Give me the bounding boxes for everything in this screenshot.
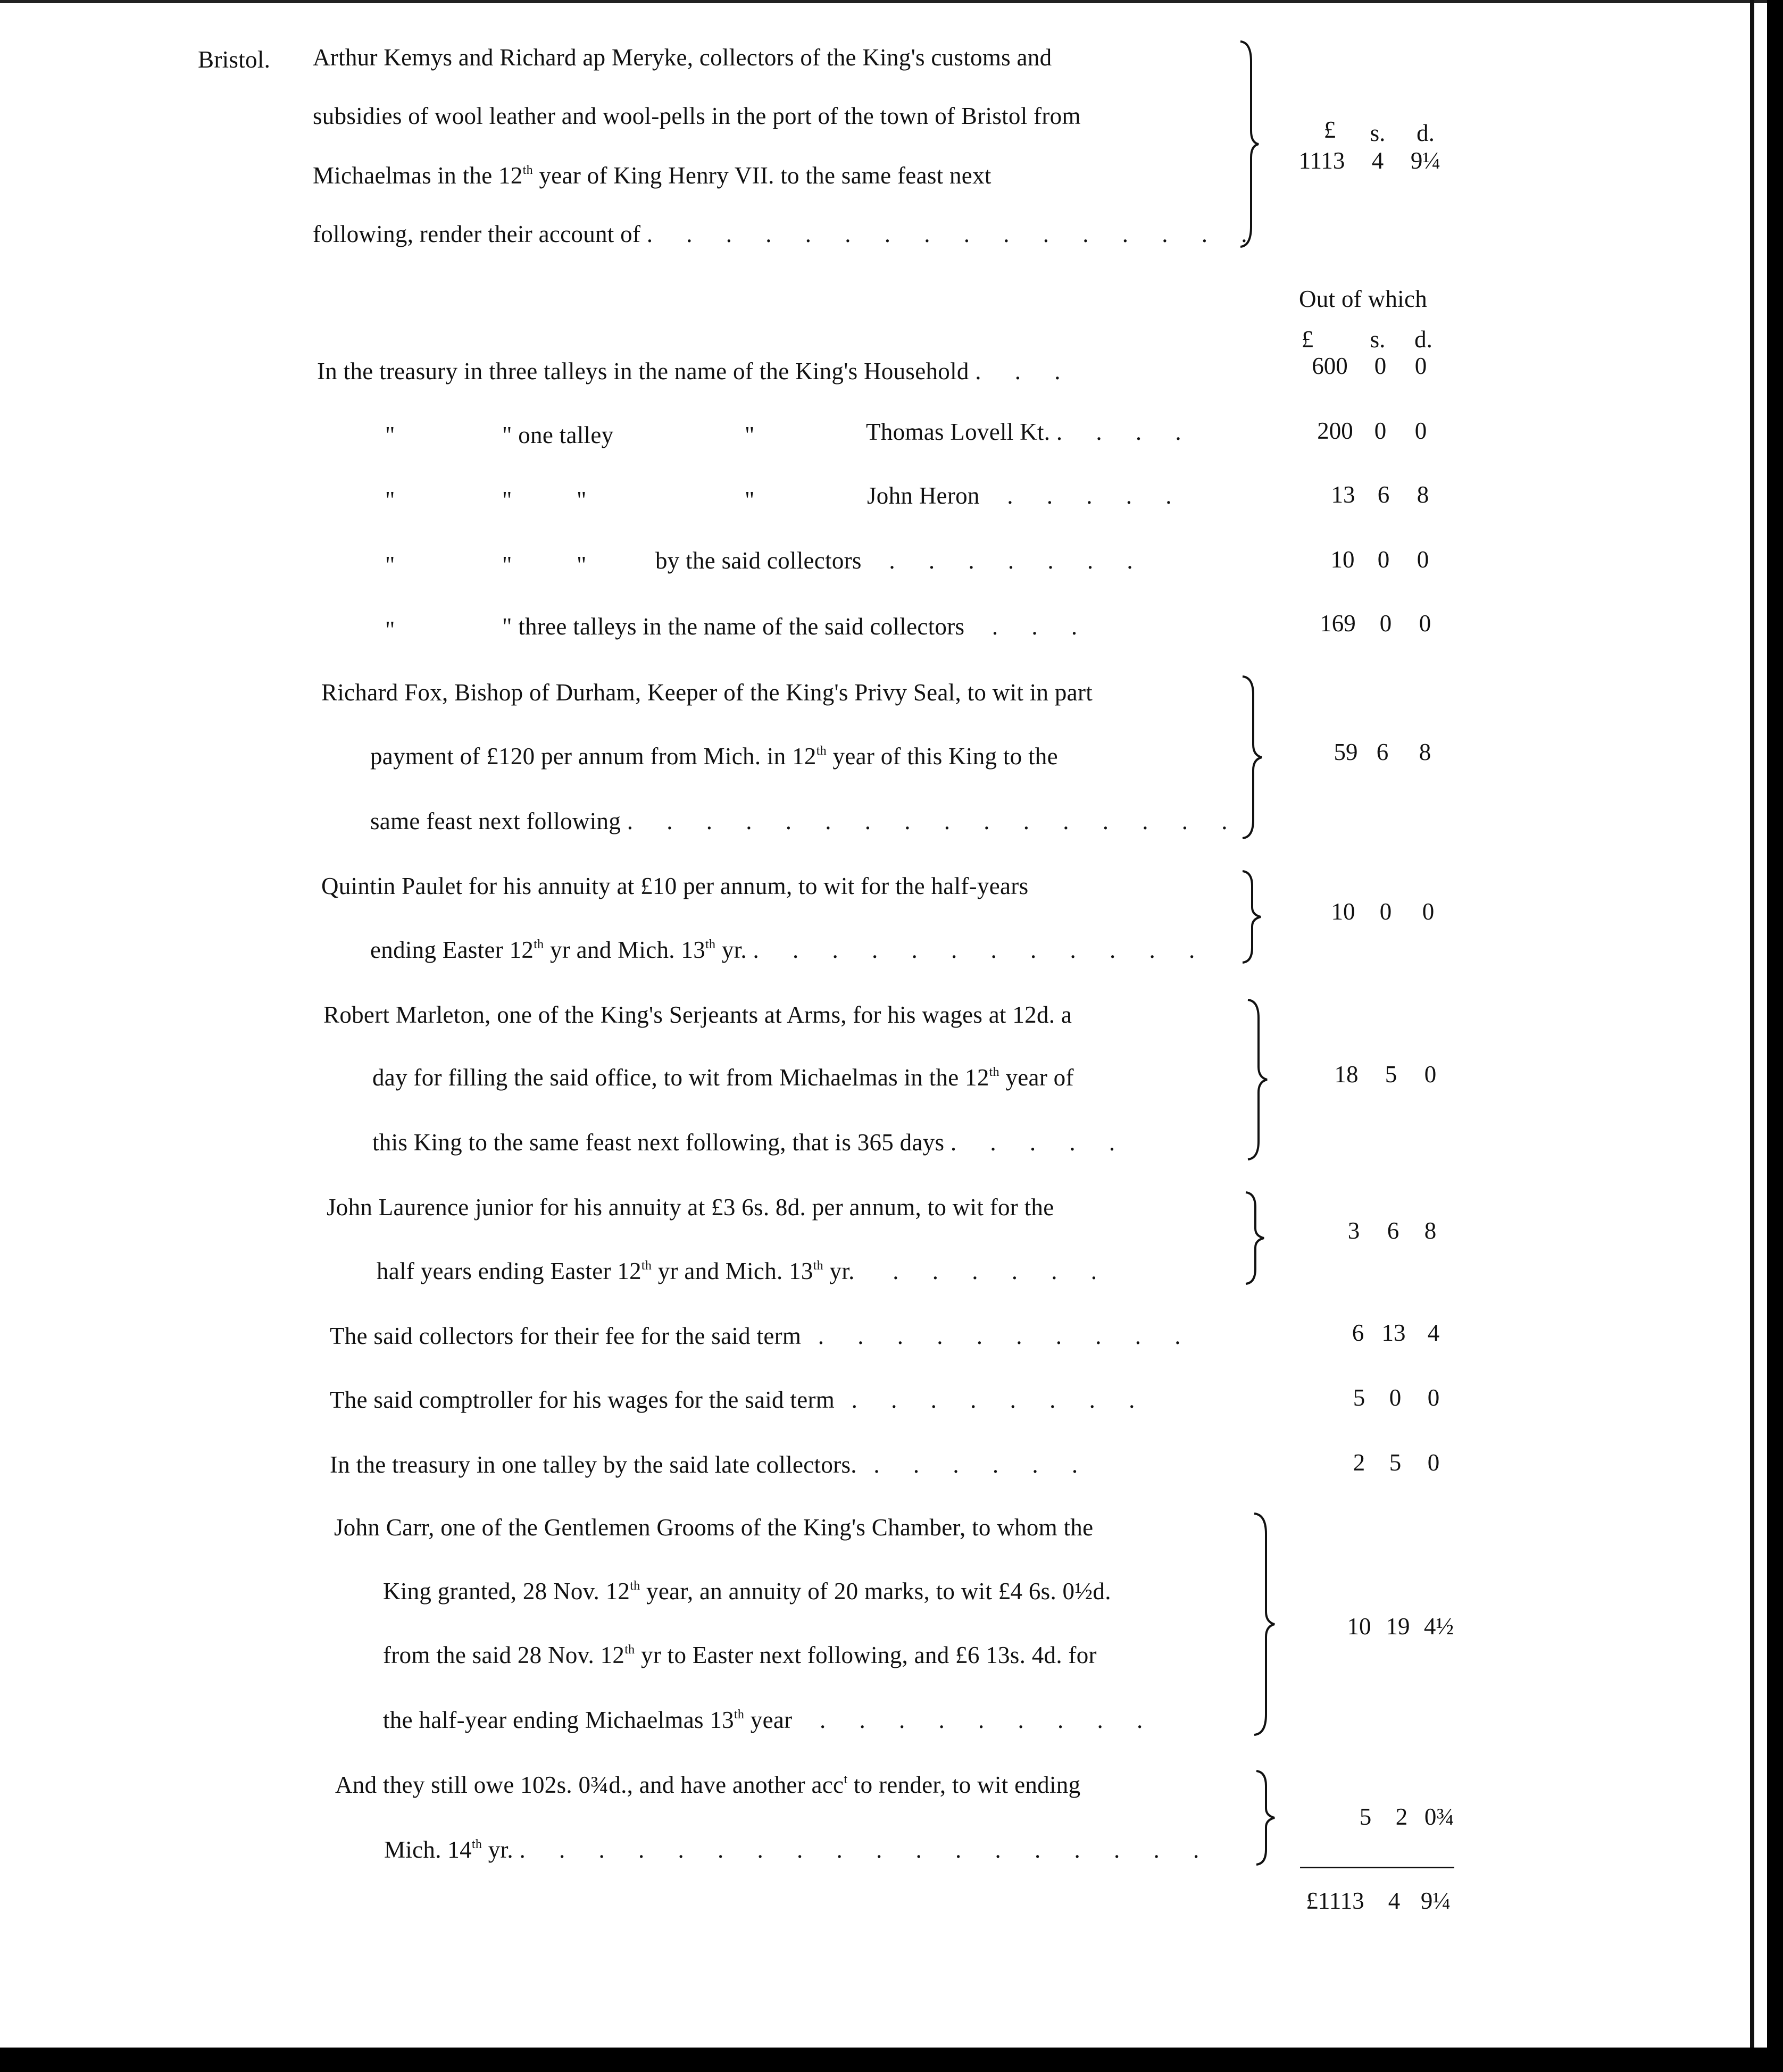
col2-shillings: s. [1370,326,1386,353]
heading-brace [1239,40,1261,248]
entry-laurence-line-2: half years ending Easter 12th yr and Mich. 13th yr. . . . . . . [377,1258,1111,1284]
entry-fox-pounds: 59 [1334,739,1358,765]
grand-total-pence: 9¼ [1420,1887,1451,1914]
margin-note: Bristol. [198,46,271,73]
entry-laurence-brace [1245,1191,1271,1285]
entry-collectors-name: by the said collectors . . . . . . . [655,547,1147,574]
entry-marleton-shillings: 5 [1385,1061,1397,1088]
heading-line-1: Arthur Kemys and Richard ap Meryke, collectors of the King's customs and [313,44,1052,71]
entry-paulet-pounds: 10 [1331,898,1355,925]
entry-fox-line-1: Richard Fox, Bishop of Durham, Keeper of the King's Privy Seal, to wit in part [321,679,1093,706]
entry-heron-shillings: 6 [1377,481,1390,508]
entry-lovell-name: Thomas Lovell Kt. . . . . [866,419,1195,445]
entry-marleton-brace [1247,999,1273,1162]
entry-collectors-ditto-1: " [385,552,395,578]
entry-laurence-pence: 8 [1424,1217,1437,1244]
entry-three-talleys-pence: 0 [1419,610,1431,637]
heading-line-4: following, render their account of . . . . . . . . . . . . . . . . [313,221,1261,247]
entry-lovell-pounds: 200 [1317,417,1353,444]
entry-collectors-pence: 0 [1417,546,1429,573]
entry-still-owe-line-1: And they still owe 102s. 0¾d., and have another acc$^t$ to render, to wit ending [335,1772,1081,1798]
entry-paulet-line-1: Quintin Paulet for his annuity at £10 per annum, to wit for the half-years [321,873,1029,899]
scan-edge-top [0,0,1783,3]
grand-total-pounds: £1113 [1306,1887,1364,1914]
entry-still-owe-shillings: 2 [1395,1803,1408,1830]
entry-carr-line-2: King granted, 28 Nov. 12th year, an annuity of 20 marks, to wit £4 6s. 0½d. [383,1578,1111,1605]
scan-edge-right [1750,0,1754,2072]
entry-collectors-ditto-3: " [577,552,587,578]
entry-household-text: In the treasury in three talleys in the name of the King's Household . . . [317,358,1074,385]
entry-fox-brace [1242,675,1268,840]
entry-collectors-fee-text: The said collectors for their fee for the said term . . . . . . . . . . [330,1323,1195,1349]
entry-late-collectors-pence: 0 [1427,1449,1440,1476]
entry-fox-shillings: 6 [1376,739,1389,765]
heading-total-pounds: 1113 [1298,147,1345,174]
heading-total-shillings: 4 [1371,147,1384,174]
entry-laurence-line-1: John Laurence junior for his annuity at £3 6s. 8d. per annum, to wit for the [327,1194,1054,1221]
entry-late-collectors-pounds: 2 [1353,1449,1365,1476]
entry-marleton-pence: 0 [1424,1061,1437,1088]
entry-collectors-fee-shillings: 13 [1381,1319,1406,1346]
heading-line-2: subsidies of wool leather and wool-pells in the port of the town of Bristol from [313,103,1081,129]
scan-edge-right-outer [1767,0,1783,2072]
entry-carr-line-3: from the said 28 Nov. 12th yr to Easter next following, and £6 13s. 4d. for [383,1642,1097,1668]
entry-household-shillings: 0 [1374,353,1387,379]
entry-carr-brace [1253,1513,1280,1737]
entry-fox-line-3: same feast next following . . . . . . . . . . . . . . . . [370,808,1242,834]
entry-heron-ditto-1: " [385,487,395,513]
entry-marleton-line-1: Robert Marleton, one of the King's Serjeants at Arms, for his wages at 12d. a [323,1001,1072,1028]
entry-laurence-shillings: 6 [1387,1217,1399,1244]
entry-marleton-pounds: 18 [1334,1061,1359,1088]
entry-household-pounds: 600 [1312,353,1348,379]
entry-lovell-pence: 0 [1414,417,1427,444]
entry-carr-pence: 4½ [1423,1613,1454,1640]
entry-collectors-fee-pence: 4 [1427,1319,1440,1346]
entry-laurence-pounds: 3 [1347,1217,1360,1244]
entry-three-talleys-ditto-1: " [385,616,395,643]
entry-comptroller-pounds: 5 [1353,1384,1365,1411]
entry-still-owe-brace [1255,1770,1282,1866]
entry-fox-pence: 8 [1419,739,1431,765]
entry-collectors-pounds: 10 [1330,546,1355,573]
entry-late-collectors-text: In the treasury in one talley by the said late collectors. . . . . . . [330,1451,1092,1478]
entry-heron-ditto-4: " [745,487,755,513]
entry-heron-ditto-3: " [577,487,587,513]
entry-lovell-ditto-2: " one talley [502,422,614,448]
col2-pence: d. [1414,326,1432,353]
entry-paulet-pence: 0 [1422,898,1435,925]
total-rule [1300,1867,1454,1868]
entry-late-collectors-shillings: 5 [1389,1449,1402,1476]
entry-lovell-ditto-1: " [385,422,395,448]
entry-household-pence: 0 [1414,353,1427,379]
heading-total-pence: 9¼ [1410,147,1441,174]
entry-still-owe-line-2: Mich. 14th yr. . . . . . . . . . . . . . . . . . . [384,1836,1213,1863]
entry-paulet-shillings: 0 [1379,898,1392,925]
col2-pounds: £ [1301,326,1314,353]
grand-total-shillings: 4 [1388,1887,1401,1914]
entry-comptroller-shillings: 0 [1389,1384,1402,1411]
entry-carr-pounds: 10 [1347,1613,1371,1640]
entry-fox-line-2: payment of £120 per annum from Mich. in 12th year of this King to the [370,743,1058,770]
entry-still-owe-pounds: 5 [1359,1803,1372,1830]
entry-marleton-line-3: this King to the same feast next following, that is 365 days . . . . . [372,1129,1129,1156]
entry-heron-pounds: 13 [1331,481,1355,508]
scan-edge-bottom [0,2048,1783,2072]
entry-heron-pence: 8 [1417,481,1429,508]
entry-comptroller-text: The said comptroller for his wages for the said term . . . . . . . . [330,1386,1149,1413]
heading-line-3: Michaelmas in the 12th year of King Henry VII. to the same feast next [313,162,992,189]
entry-collectors-fee-pounds: 6 [1352,1319,1364,1346]
entry-collectors-ditto-2: " [502,552,512,578]
entry-three-talleys-text: " three talleys in the name of the said collectors . . . [502,613,1092,640]
entry-lovell-shillings: 0 [1374,417,1387,444]
out-of-which-label: Out of which [1299,286,1428,312]
entry-carr-line-4: the half-year ending Michaelmas 13th year . . . . . . . . . [383,1707,1157,1733]
entry-three-talleys-shillings: 0 [1379,610,1392,637]
entry-carr-line-1: John Carr, one of the Gentlemen Grooms of the King's Chamber, to whom the [334,1514,1094,1541]
entry-still-owe-pence: 0¾ [1424,1803,1455,1830]
entry-paulet-brace [1242,870,1268,964]
heading-col-shillings: s. [1370,120,1386,146]
entry-lovell-ditto-3: " [745,422,755,448]
entry-marleton-line-2: day for filling the said office, to wit from Michaelmas in the 12th year of [372,1064,1074,1091]
heading-col-pence: d. [1417,120,1435,146]
entry-three-talleys-pounds: 169 [1320,610,1356,637]
entry-collectors-shillings: 0 [1377,546,1390,573]
entry-carr-shillings: 19 [1386,1613,1410,1640]
entry-comptroller-pence: 0 [1427,1384,1440,1411]
entry-paulet-line-2: ending Easter 12th yr and Mich. 13th yr. . . . . . . . . . . . . [370,937,1209,963]
heading-col-pounds: £ [1323,116,1336,143]
entry-heron-name: John Heron . . . . . [867,482,1186,509]
entry-heron-ditto-2: " [502,487,512,513]
